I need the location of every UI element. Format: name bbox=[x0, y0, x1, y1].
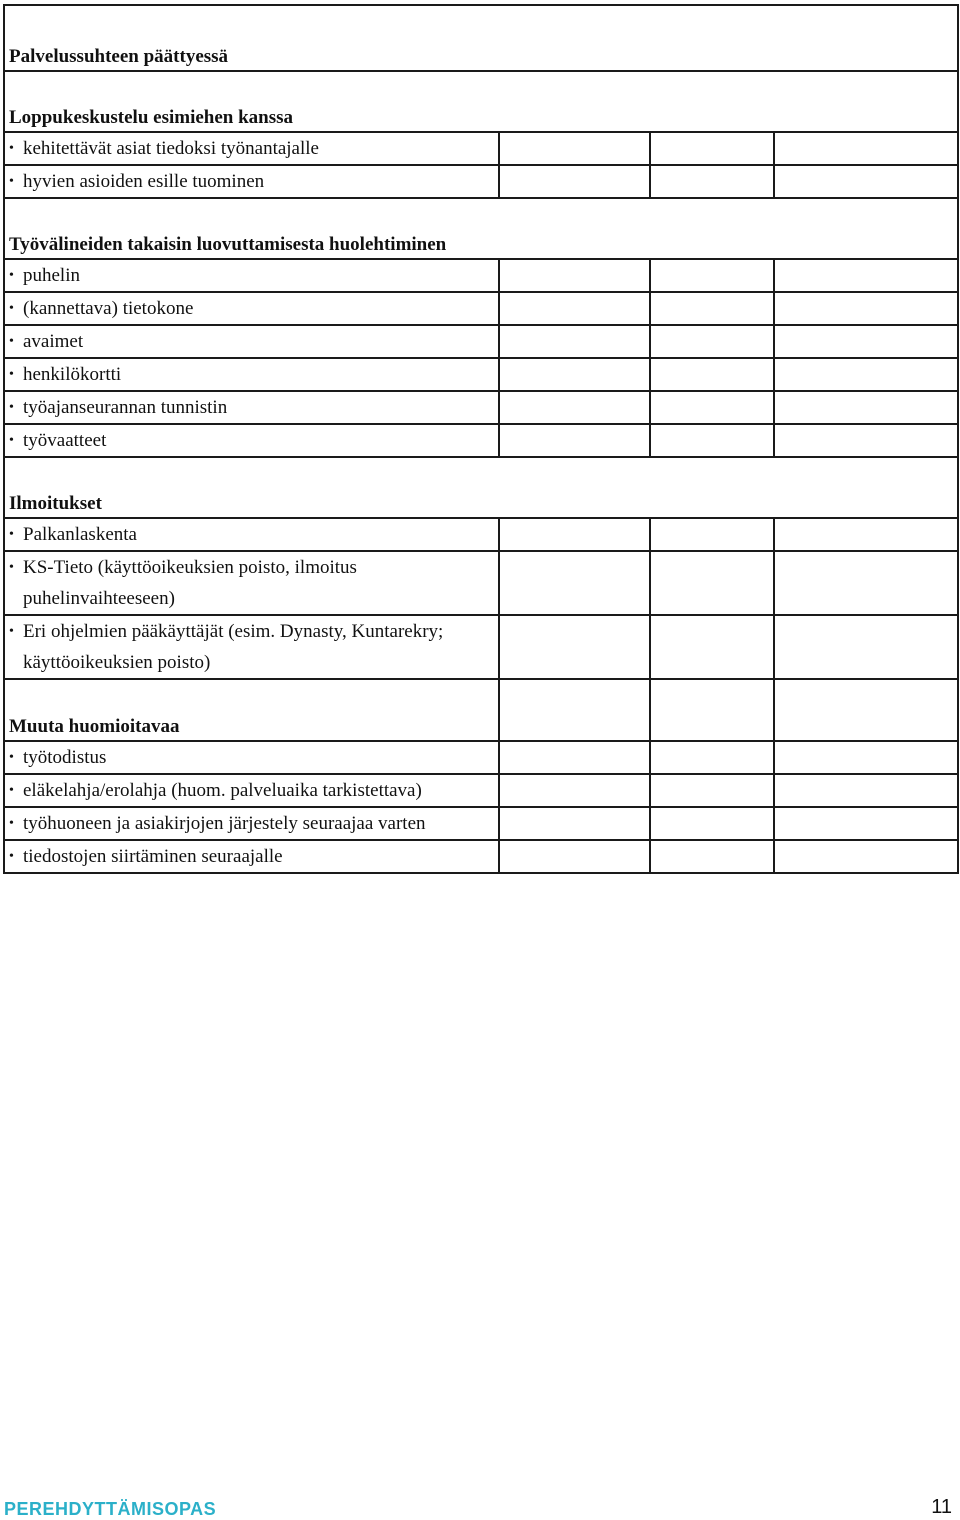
item-cell bbox=[4, 807, 499, 840]
check-cell[interactable] bbox=[774, 132, 958, 165]
section-heading-cell bbox=[4, 71, 958, 132]
list-item: KS-Tieto (käyttöoikeuksien poisto, ilmoitus bbox=[23, 557, 357, 578]
title-row bbox=[4, 5, 958, 71]
item-cell bbox=[4, 292, 499, 325]
list-item: kehitettävät asiat tiedoksi työnantajalle bbox=[23, 138, 319, 159]
check-cell[interactable] bbox=[774, 615, 958, 679]
list-item: Palkanlaskenta bbox=[23, 524, 137, 545]
check-cell[interactable] bbox=[774, 679, 958, 741]
checklist-table bbox=[3, 4, 959, 874]
section-heading-row bbox=[4, 71, 958, 132]
item-cell bbox=[4, 325, 499, 358]
table-row bbox=[4, 325, 958, 358]
item-cell bbox=[4, 358, 499, 391]
check-cell[interactable] bbox=[650, 391, 774, 424]
check-cell[interactable] bbox=[650, 679, 774, 741]
section-heading-cell bbox=[4, 679, 499, 741]
bullet-icon: • bbox=[9, 367, 14, 382]
check-cell[interactable] bbox=[499, 391, 650, 424]
bullet-icon: • bbox=[9, 816, 14, 831]
section-heading-row bbox=[4, 198, 958, 259]
table-row bbox=[4, 518, 958, 551]
list-item: hyvien asioiden esille tuominen bbox=[23, 171, 265, 192]
check-cell[interactable] bbox=[650, 741, 774, 774]
bullet-icon: • bbox=[9, 301, 14, 316]
item-cell bbox=[4, 391, 499, 424]
item-cell bbox=[4, 741, 499, 774]
item-cell bbox=[4, 615, 499, 679]
list-item: henkilökortti bbox=[23, 364, 122, 385]
check-cell[interactable] bbox=[650, 259, 774, 292]
bullet-icon: • bbox=[9, 560, 14, 575]
check-cell[interactable] bbox=[499, 325, 650, 358]
check-cell[interactable] bbox=[499, 807, 650, 840]
list-item: tiedostojen siirtäminen seuraajalle bbox=[23, 846, 283, 867]
item-cell bbox=[4, 259, 499, 292]
check-cell[interactable] bbox=[499, 551, 650, 615]
item-cell bbox=[4, 774, 499, 807]
check-cell[interactable] bbox=[774, 774, 958, 807]
item-cell bbox=[4, 132, 499, 165]
list-item-continuation: käyttöoikeuksien poisto) bbox=[23, 652, 211, 673]
list-item: työtodistus bbox=[23, 747, 107, 768]
table-row bbox=[4, 132, 958, 165]
check-cell[interactable] bbox=[499, 679, 650, 741]
list-item: (kannettava) tietokone bbox=[23, 298, 194, 319]
check-cell[interactable] bbox=[499, 132, 650, 165]
bullet-icon: • bbox=[9, 849, 14, 864]
check-cell[interactable] bbox=[774, 358, 958, 391]
item-cell bbox=[4, 165, 499, 198]
list-item: työhuoneen ja asiakirjojen järjestely seuraajaa varten bbox=[23, 813, 426, 834]
check-cell[interactable] bbox=[650, 807, 774, 840]
section-heading-cell bbox=[4, 457, 958, 518]
table-row bbox=[4, 358, 958, 391]
check-cell[interactable] bbox=[499, 165, 650, 198]
bullet-icon: • bbox=[9, 174, 14, 189]
section-heading: Työvälineiden takaisin luovuttamisesta huolehtiminen bbox=[9, 234, 447, 255]
bullet-icon: • bbox=[9, 141, 14, 156]
page-number: 11 bbox=[931, 1496, 952, 1518]
check-cell[interactable] bbox=[774, 807, 958, 840]
check-cell[interactable] bbox=[774, 518, 958, 551]
check-cell[interactable] bbox=[774, 325, 958, 358]
check-cell[interactable] bbox=[499, 358, 650, 391]
check-cell[interactable] bbox=[650, 292, 774, 325]
table-row bbox=[4, 165, 958, 198]
check-cell[interactable] bbox=[499, 292, 650, 325]
check-cell[interactable] bbox=[650, 615, 774, 679]
bullet-icon: • bbox=[9, 433, 14, 448]
list-item: eläkelahja/erolahja (huom. palveluaika tarkistettava) bbox=[23, 780, 422, 801]
check-cell[interactable] bbox=[499, 259, 650, 292]
table-row bbox=[4, 424, 958, 457]
bullet-icon: • bbox=[9, 624, 14, 639]
bullet-icon: • bbox=[9, 527, 14, 542]
check-cell[interactable] bbox=[499, 424, 650, 457]
bullet-icon: • bbox=[9, 783, 14, 798]
check-cell[interactable] bbox=[650, 840, 774, 873]
check-cell[interactable] bbox=[650, 358, 774, 391]
table-row bbox=[4, 807, 958, 840]
check-cell[interactable] bbox=[650, 551, 774, 615]
check-cell[interactable] bbox=[774, 292, 958, 325]
section-heading-cell bbox=[4, 198, 958, 259]
section-heading-row bbox=[4, 679, 958, 741]
check-cell[interactable] bbox=[650, 165, 774, 198]
check-cell[interactable] bbox=[499, 615, 650, 679]
check-cell[interactable] bbox=[650, 132, 774, 165]
table-row bbox=[4, 615, 958, 679]
item-cell bbox=[4, 518, 499, 551]
check-cell[interactable] bbox=[774, 391, 958, 424]
check-cell[interactable] bbox=[774, 424, 958, 457]
check-cell[interactable] bbox=[774, 741, 958, 774]
table-row bbox=[4, 840, 958, 873]
check-cell[interactable] bbox=[499, 741, 650, 774]
table-row bbox=[4, 259, 958, 292]
title-cell bbox=[4, 5, 958, 71]
bullet-icon: • bbox=[9, 400, 14, 415]
check-cell[interactable] bbox=[650, 774, 774, 807]
section-heading: Ilmoitukset bbox=[9, 493, 102, 514]
check-cell[interactable] bbox=[774, 551, 958, 615]
item-cell bbox=[4, 551, 499, 615]
section-heading-row bbox=[4, 457, 958, 518]
check-cell[interactable] bbox=[650, 325, 774, 358]
check-cell[interactable] bbox=[499, 840, 650, 873]
list-item: työajanseurannan tunnistin bbox=[23, 397, 228, 418]
bullet-icon: • bbox=[9, 334, 14, 349]
bullet-icon: • bbox=[9, 750, 14, 765]
check-cell[interactable] bbox=[650, 424, 774, 457]
list-item: puhelin bbox=[23, 265, 80, 286]
table-row bbox=[4, 292, 958, 325]
item-cell bbox=[4, 424, 499, 457]
guide-title: PEREHDYTTÄMISOPAS bbox=[4, 1499, 217, 1519]
check-cell[interactable] bbox=[774, 165, 958, 198]
table-row bbox=[4, 551, 958, 615]
list-item: Eri ohjelmien pääkäyttäjät (esim. Dynasty, Kuntarekry; bbox=[23, 621, 444, 642]
check-cell[interactable] bbox=[499, 774, 650, 807]
item-cell bbox=[4, 840, 499, 873]
table-row bbox=[4, 391, 958, 424]
list-item-continuation: puhelinvaihteeseen) bbox=[23, 588, 175, 609]
page-title: Palvelussuhteen päättyessä bbox=[9, 46, 229, 67]
check-cell[interactable] bbox=[499, 518, 650, 551]
section-heading: Muuta huomioitavaa bbox=[9, 716, 180, 737]
check-cell[interactable] bbox=[650, 518, 774, 551]
check-cell[interactable] bbox=[774, 840, 958, 873]
table-row bbox=[4, 774, 958, 807]
list-item: avaimet bbox=[23, 331, 84, 352]
section-heading: Loppukeskustelu esimiehen kanssa bbox=[9, 107, 294, 128]
list-item: työvaatteet bbox=[23, 430, 107, 451]
check-cell[interactable] bbox=[774, 259, 958, 292]
table-row bbox=[4, 741, 958, 774]
bullet-icon: • bbox=[9, 268, 14, 283]
